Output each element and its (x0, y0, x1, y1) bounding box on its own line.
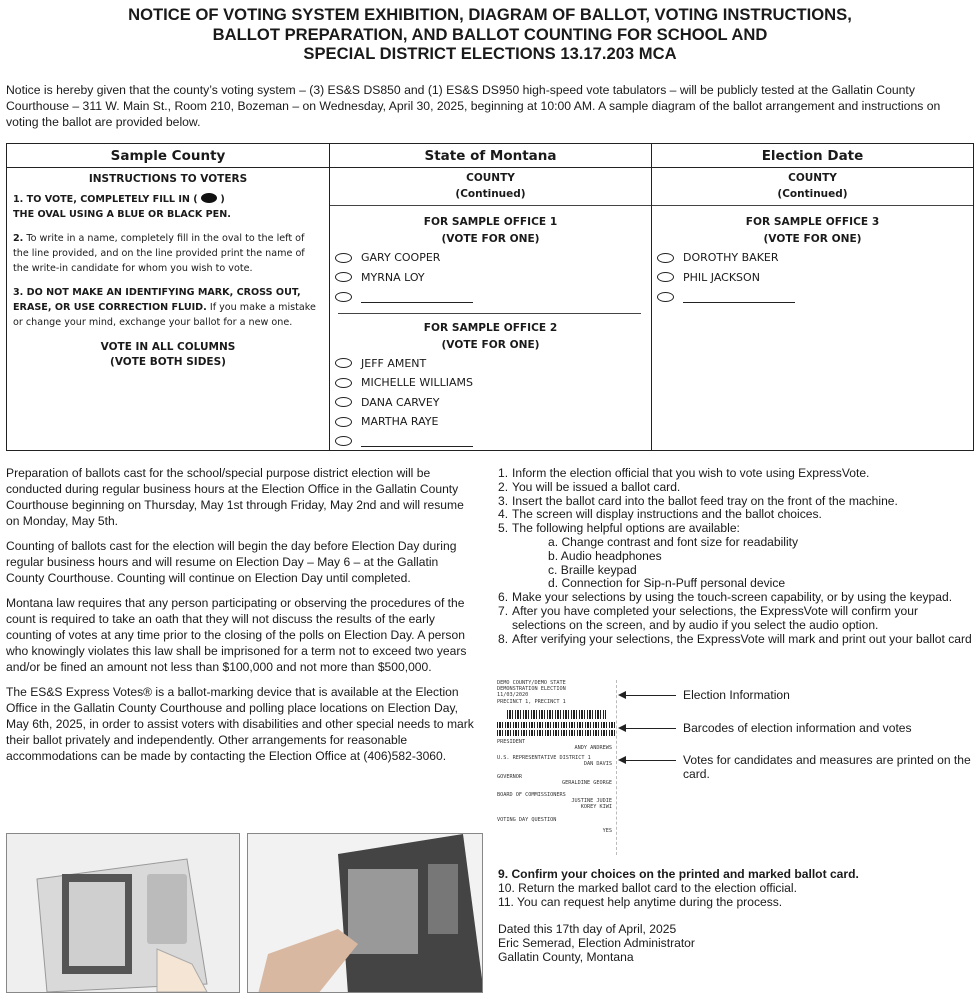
callout-votes-printed: Votes for candidates and measures are printed on the card. (618, 753, 974, 781)
card-text: VOTING DAY QUESTION (497, 816, 557, 823)
write-in-line[interactable] (361, 291, 473, 303)
ballot-column-1 (7, 144, 329, 450)
instructions-title: INSTRUCTIONS TO VOTERS (88, 173, 248, 185)
candidate-row[interactable] (330, 412, 651, 432)
candidate-name: JEFF AMENT (361, 356, 427, 370)
callout-barcodes: Barcodes of election information and votes (618, 721, 912, 735)
candidate-row[interactable] (330, 248, 651, 268)
write-in-row[interactable] (652, 287, 973, 307)
filled-oval-icon (201, 193, 217, 203)
dated-line: Dated this 17th day of April, 2025 (498, 922, 677, 937)
column-header: Sample County (7, 144, 329, 168)
closing-steps (498, 868, 973, 965)
office-title: FOR SAMPLE OFFICE 2 (423, 321, 558, 334)
candidate-row[interactable] (330, 354, 651, 374)
write-in-row[interactable] (330, 287, 651, 307)
option-item: c. Braille keypad (548, 562, 637, 577)
county-continued-header (652, 168, 973, 206)
barcode (497, 730, 616, 736)
candidate-name: MARTHA RAYE (361, 415, 439, 429)
candidate-name: PHIL JACKSON (683, 270, 760, 284)
write-in-row[interactable] (330, 432, 651, 452)
vote-both-sides: (VOTE BOTH SIDES) (110, 356, 226, 368)
county-label: COUNTY (788, 172, 837, 184)
voter-photo-image (248, 834, 483, 993)
ballot-column-3 (651, 144, 973, 450)
candidate-row[interactable] (652, 268, 973, 288)
arrow-left-icon (618, 753, 676, 767)
sample-ballot-card (497, 680, 617, 855)
oval-icon[interactable] (657, 253, 674, 263)
continued-label: (Continued) (777, 188, 848, 200)
instruction-3: If you make a mistake or change your mind, exchange your ballot for a new one. (13, 302, 316, 328)
office-title: FOR SAMPLE OFFICE 1 (423, 216, 558, 228)
callout-election-info: Election Information (618, 688, 790, 702)
step-item: 1. Inform the election official that you wish to vote using ExpressVote. (498, 466, 870, 480)
step-item: 7. After you have completed your selections, the ExpressVote will confirm your selections on the screen, and by audio if you select the audio option. (498, 603, 919, 632)
oval-icon[interactable] (335, 378, 352, 388)
card-text: ANDY ANDREWS (574, 745, 612, 752)
oval-icon[interactable] (657, 292, 674, 302)
instruction-1a: 1. TO VOTE, COMPLETELY FILL IN ( (13, 194, 198, 205)
office-3-contest (652, 206, 973, 307)
expressvote-paragraph: The ES&S Express Votes® is a ballot-marking device that is available at the Election Office in the Gallatin County Courthouse and polling place locations on Election Day, May 6th, 2025, in order to assist voters with disabilities and other special needs to mark their ballot privately and independently. Other arrangements for reasonable accommodations can be made by contacting the Election Office at (406)582-3060. (6, 685, 474, 763)
barcode (507, 710, 606, 719)
column-header: Election Date (652, 144, 973, 168)
candidate-name: GARY COOPER (361, 251, 441, 265)
voting-machine-image (7, 834, 240, 993)
card-text: BOARD OF COMMISSIONERS (497, 792, 566, 799)
option-item: d. Connection for Sip-n-Puff personal device (548, 576, 786, 591)
card-text: PRESIDENT (497, 738, 526, 745)
vote-for-one: (VOTE FOR ONE) (763, 233, 862, 245)
instruction-1b: ) (220, 194, 225, 205)
candidate-row[interactable] (330, 393, 651, 413)
oval-icon[interactable] (335, 397, 352, 407)
arrow-left-icon (618, 721, 676, 735)
step-item: 6. Make your selections by using the touch-screen capability, or by using the keypad. (498, 590, 953, 605)
candidate-name: DANA CARVEY (361, 395, 440, 409)
office-title: FOR SAMPLE OFFICE 3 (745, 216, 880, 228)
option-item: a. Change contrast and font size for readability (548, 534, 799, 549)
voter-instructions (7, 192, 329, 370)
step-item: 4. The screen will display instructions and the ballot choices. (498, 507, 822, 522)
place-line: Gallatin County, Montana (498, 949, 634, 964)
card-text: PRECINCT 1, PRECINCT 1 (497, 698, 566, 705)
candidate-name: MYRNA LOY (361, 270, 425, 284)
instruction-1c: THE OVAL USING A BLUE OR BLACK PEN. (13, 209, 231, 220)
office-2-contest (330, 314, 651, 452)
notice-paragraph: Notice is hereby given that the county’s voting system – (3) ES&S DS850 and (1) ES&S DS950 high-speed vote tabulators – will be publicly tested at the Gallatin County Courthouse – 311 W. Main St., Room 210, Bozeman – on Wednesday, April 30, 2025, beginning at 10:00 AM. A sample diagram of the ballot arrangement and instructions on voting the ballot are provided below. (6, 83, 941, 129)
county-label: COUNTY (466, 172, 515, 184)
continued-label: (Continued) (455, 188, 526, 200)
card-text: DEMONSTRATION ELECTION (497, 686, 566, 693)
card-text: 11/03/2020 (497, 692, 529, 699)
card-text: U.S. REPRESENTATIVE DISTRICT 1 (497, 755, 591, 762)
office-1-contest (330, 206, 651, 307)
step-item: 3. Insert the ballot card into the ballot feed tray on the front of the machine. (498, 493, 898, 508)
vote-for-one: (VOTE FOR ONE) (441, 233, 540, 245)
instruction-2: To write in a name, completely fill in the oval to the left of the line provided, and on the line provided print the name of the write-in candidate for whom you wish to vote. (13, 233, 305, 274)
step-9: 9. Confirm your choices on the printed and marked ballot card. (498, 867, 859, 881)
counting-paragraph: Counting of ballots cast for the election will begin the day before Election Day during regular business hours and will resume on Election Day – May 6 – at the Gallatin County Courthouse. Counting will continue on Election Day until completed. (6, 539, 457, 585)
county-continued-header (330, 168, 651, 206)
title-line-1: NOTICE OF VOTING SYSTEM EXHIBITION, DIAGRAM OF BALLOT, VOTING INSTRUCTIONS, (128, 5, 852, 24)
barcode (497, 722, 616, 728)
step-item: 5. The following helpful options are available: (498, 521, 740, 536)
card-text: KOREY KIWI (580, 804, 612, 811)
ballot-preparation-text (6, 465, 476, 773)
signer-line: Eric Semerad, Election Administrator (498, 936, 695, 951)
step-10: 10. Return the marked ballot card to the election official. (498, 880, 797, 895)
vote-all-columns: VOTE IN ALL COLUMNS (100, 341, 236, 353)
title-line-3: SPECIAL DISTRICT ELECTIONS 13.17.203 MCA (303, 44, 677, 63)
oval-icon[interactable] (335, 436, 352, 446)
oval-icon[interactable] (335, 417, 352, 427)
candidate-name: DOROTHY BAKER (683, 251, 779, 265)
instruction-2-number: 2. (13, 233, 24, 244)
preparation-paragraph: Preparation of ballots cast for the school/special purpose district election will be conducted during regular business hours at the Election Office in the Gallatin County Courthouse beginning on Thursday, May 1st through Friday, May 2nd and will resume on Monday, May 5th. (6, 466, 464, 528)
candidate-name: MICHELLE WILLIAMS (361, 376, 473, 390)
write-in-line[interactable] (361, 435, 473, 447)
instruction-3-bold: 3. DO NOT MAKE AN IDENTIFYING MARK, CROSS OUT, ERASE, OR USE CORRECTION FLUID. (13, 287, 301, 313)
expressvote-machine-photo (6, 833, 240, 993)
option-item: b. Audio headphones (548, 548, 662, 563)
voter-using-machine-photo (247, 833, 483, 993)
expressvote-steps (498, 467, 973, 646)
card-text: DEMO COUNTY/DEMO STATE (497, 680, 566, 686)
title-line-2: BALLOT PREPARATION, AND BALLOT COUNTING FOR SCHOOL AND (212, 24, 768, 44)
card-text: DAN DAVIS (583, 761, 612, 768)
card-text: GERALDINE GEORGE (562, 779, 612, 786)
sample-ballot-diagram (6, 143, 974, 451)
oval-icon[interactable] (335, 272, 352, 282)
oath-paragraph: Montana law requires that any person participating or observing the procedures of the count is required to take an oath that they will not discuss the results of the early counting of votes at any time prior to the closing of the polls on Election Day. A person who knowingly violates this law shall be imprisoned for a term not to exceed two years and/or be fined an amount not less than $100,000 and not more than $500,000. (6, 596, 467, 674)
column-header: State of Montana (330, 144, 651, 168)
candidate-row[interactable] (652, 248, 973, 268)
step-item: 2. You will be issued a ballot card. (498, 479, 681, 494)
vote-for-one: (VOTE FOR ONE) (441, 338, 540, 351)
arrow-left-icon (618, 688, 676, 702)
oval-icon[interactable] (335, 358, 352, 368)
step-11: 11. You can request help anytime during the process. (498, 894, 783, 909)
oval-icon[interactable] (335, 292, 352, 302)
candidate-row[interactable] (330, 268, 651, 288)
step-item: 8. After verifying your selections, the ExpressVote will mark and print out your ballot card (498, 631, 972, 646)
ballot-column-2 (329, 144, 651, 450)
card-text: YES (602, 827, 612, 834)
card-text: JUSTINE JUDIE (571, 798, 612, 805)
oval-icon[interactable] (335, 253, 352, 263)
write-in-line[interactable] (683, 291, 795, 303)
notice-title (0, 5, 980, 64)
candidate-row[interactable] (330, 373, 651, 393)
card-text: GOVERNOR (497, 773, 522, 780)
oval-icon[interactable] (657, 272, 674, 282)
